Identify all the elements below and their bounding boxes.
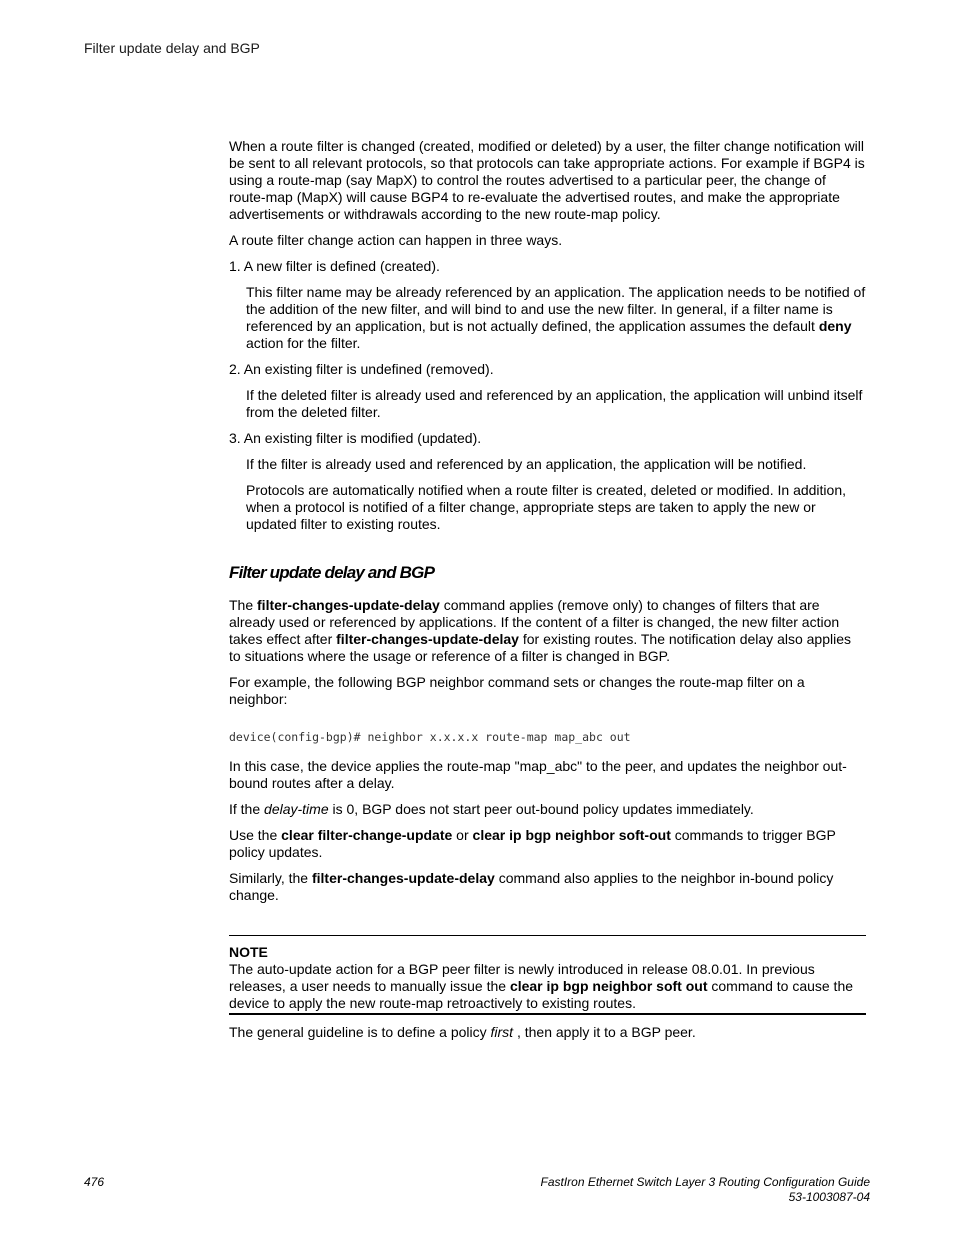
intro-paragraph: A route filter change action can happen in three ways. — [229, 232, 563, 248]
closing-paragraph — [229, 1024, 866, 1041]
section-paragraph — [229, 827, 866, 861]
command-name: clear ip bgp neighbor soft out — [509, 978, 708, 994]
note-text — [229, 961, 866, 1012]
text-run: command applies (remove only) to changes of filters that are already used or referenced by applications. If the content of a filter is changed, the new filter action takes effect after — [229, 597, 840, 647]
text-run: command to cause the device to apply the new route-map retroactively to existing routes. — [229, 978, 854, 1011]
text-run: is 0, BGP does not start peer out-bound policy updates immediately. — [328, 801, 754, 817]
document-number: 53-1003087-04 — [788, 1190, 870, 1204]
code-example: device(config-bgp)# neighbor x.x.x.x route-map map_abc out — [229, 730, 631, 744]
list-item-body: If the deleted filter is already used and referenced by an application, the application will unbind itself from the deleted filter. — [246, 387, 863, 420]
section-paragraph — [229, 801, 866, 818]
section-heading: Filter update delay and BGP — [229, 563, 435, 582]
parameter-name: delay-time — [264, 801, 329, 817]
command-name: filter-changes-update-delay — [336, 631, 519, 647]
text-run: If the — [229, 801, 265, 817]
list-item-body: Protocols are automatically notified when a route filter is created, deleted or modified. In addition, when a protocol is notified of a filter change, appropriate steps are taken to apply the new or updated filter to existing routes. — [246, 482, 846, 532]
text-run: or — [452, 827, 473, 843]
list-item-body — [246, 284, 866, 352]
section-paragraph — [229, 597, 866, 665]
footer-guide-info — [540, 1175, 870, 1205]
list-item-heading: 2. An existing filter is undefined (removed). — [229, 361, 494, 377]
list-item — [229, 361, 866, 421]
list-item-heading: 1. A new filter is defined (created). — [229, 258, 440, 274]
list-item-heading: 3. An existing filter is modified (updated). — [229, 430, 482, 446]
text-run: for existing routes. The notification delay also applies to situations where the usage or reference of a filter is changed in BGP. — [229, 631, 852, 664]
section-paragraph: In this case, the device applies the route-map "map_abc" to the peer, and updates the neighbor out-bound routes after a delay. — [229, 758, 847, 791]
text-run: action for the filter. — [246, 335, 361, 351]
guide-title: FastIron Ethernet Switch Layer 3 Routing Configuration Guide — [540, 1175, 870, 1189]
text-run: , then apply it to a BGP peer. — [513, 1024, 696, 1040]
note-title: NOTE — [229, 944, 268, 960]
command-name: clear filter-change-update — [281, 827, 453, 843]
text-run: The auto-update action for a BGP peer filter is newly introduced in release 08.0.01. In previous releases, a user needs to manually issue the — [229, 961, 815, 994]
running-header: Filter update delay and BGP — [84, 40, 260, 56]
list-item — [229, 430, 866, 533]
note-box — [229, 935, 866, 1015]
text-run: Use the — [229, 827, 282, 843]
bold-term: deny — [818, 318, 852, 334]
command-name: filter-changes-update-delay — [257, 597, 440, 613]
text-run: This filter name may be already referenced by an application. The application needs to be notified of the addition of the new filter, and will bind to and use the new filter. In general, if a filter name is referenced by an application, but is not actually defined, the application assumes the default — [246, 284, 866, 334]
text-run: commands to trigger BGP policy updates. — [229, 827, 836, 860]
emphasis: first — [490, 1024, 514, 1040]
section-paragraph: For example, the following BGP neighbor command sets or changes the route-map filter on a neighbor: — [229, 674, 805, 707]
page-number: 476 — [84, 1175, 105, 1189]
intro-paragraph: When a route filter is changed (created, modified or deleted) by a user, the filter change notification will be sent to all relevant protocols, so that protocols can take appropriate actions. For example if BGP4 is using a route-map (say MapX) to control the routes advertised to a particular peer, the change of route-map (MapX) will cause BGP4 to re-evaluate the advertised routes, and make the appropriate advertisements or withdrawals according to the new route-map policy. — [229, 138, 865, 222]
text-run: Similarly, the — [229, 870, 312, 886]
text-run: The — [229, 597, 258, 613]
numbered-list — [229, 258, 866, 533]
section-paragraph — [229, 870, 866, 904]
text-run: command also applies to the neighbor in-bound policy change. — [229, 870, 834, 903]
command-name: clear ip bgp neighbor soft-out — [472, 827, 671, 843]
text-run: The general guideline is to define a policy — [229, 1024, 491, 1040]
list-item-body: If the filter is already used and referenced by an application, the application will be notified. — [246, 456, 807, 472]
list-item — [229, 258, 866, 352]
command-name: filter-changes-update-delay — [311, 870, 495, 886]
page-body — [229, 138, 866, 1050]
